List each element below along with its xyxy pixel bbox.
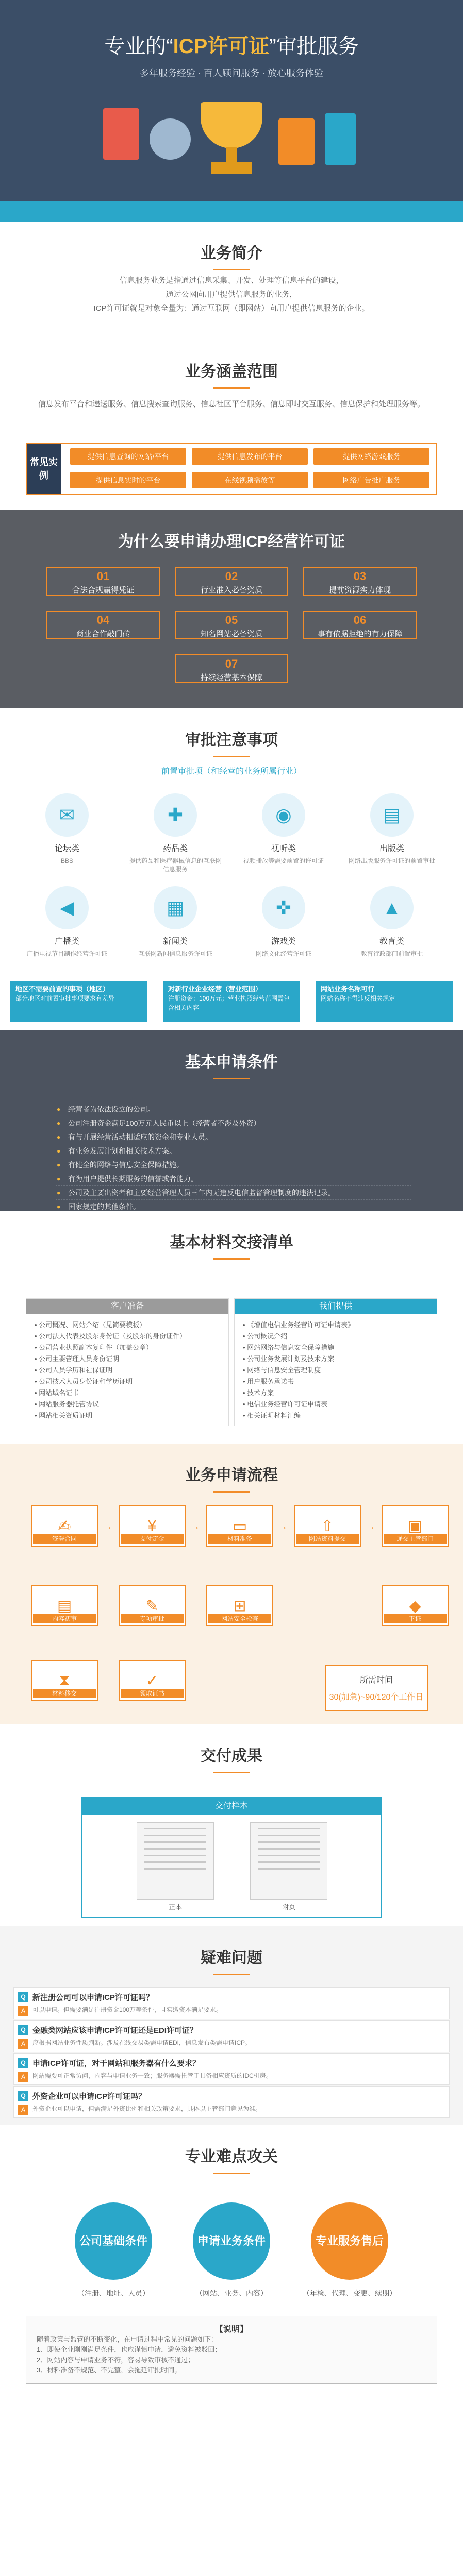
forum-category: ✉ 论坛类 BBS <box>21 793 113 865</box>
divider <box>213 756 250 757</box>
provided-header: 我们提供 <box>235 1299 437 1314</box>
why-item: 01 合法合规赢得凭证 <box>46 567 160 596</box>
client-materials <box>26 1298 229 1426</box>
difficulty-section <box>0 2125 463 2392</box>
report-icon: ✎ <box>119 1585 186 1626</box>
intro-line: 信息服务业务是指通过信息采集、开发、处理等信息平台的建设， <box>119 276 344 285</box>
license-appendix-image: 附页 <box>250 1822 327 1900</box>
flow-step: ¥ 支付定金 <box>119 1505 186 1561</box>
video-category: ◉ 视听类 视频播放等需要前置的许可证 <box>237 793 330 865</box>
flow-step: ◆ 下证 <box>382 1585 449 1641</box>
list-item: ● 公司注册资金满足100万元人民币以上（经营者不涉及外资） <box>56 1116 411 1130</box>
list-item: • 公司业务发展计划及技术方案 <box>243 1355 335 1363</box>
publishing-category: ▤ 出版类 网络出版服务许可证的前置审批 <box>345 793 438 865</box>
monitor-icon: ▣ <box>382 1505 449 1547</box>
payment-icon: ¥ <box>119 1505 186 1547</box>
list-item: ● 经营者为依法设立的公司。 <box>56 1103 411 1116</box>
intro-title: 业务简介 <box>201 245 262 262</box>
faq-section <box>0 1926 463 2125</box>
provided-materials <box>234 1298 437 1426</box>
divider <box>213 1974 250 1975</box>
divider <box>213 1078 250 1079</box>
document-icon <box>325 113 356 165</box>
explanation-line: 3、材料准备不规范、不完整，会拖延审批时间。 <box>37 2366 181 2374</box>
faq-item: Q 金融类网站应该申请ICP许可证还是EDI许可证？ A 应根据网站业务性质判断。涉及在线交易类需申请EDI，信息发布类需申请ICP。 <box>13 2020 450 2052</box>
list-item: • 公司主要管理人员身份证明 <box>35 1355 120 1363</box>
client-header: 客户准备 <box>26 1299 228 1314</box>
list-item: • 用户服务承诺书 <box>243 1378 294 1385</box>
list-item: • 网络与信息安全管理制度 <box>243 1366 321 1374</box>
note-box: 对新行业企业经营（营业范围） 注册资金：100万元；营业执照经营范围需包含相关内容 <box>163 981 300 1022</box>
example-tag: 网络广告推广服务 <box>313 472 429 488</box>
flow-title: 业务申请流程 <box>185 1467 278 1484</box>
list-item: • 公司人员学历和社保证明 <box>35 1366 113 1374</box>
flow-step: ⊞ 网站安全检查 <box>206 1585 273 1641</box>
conditions-title: 基本申请条件 <box>185 1054 278 1071</box>
scope-section <box>0 340 463 510</box>
conditions-list <box>56 1103 411 1211</box>
list-item: • 公司法人代表及股东身份证（及股东的身份证件） <box>35 1332 187 1340</box>
flow-step: ✓ 领取证书 <box>119 1660 186 1716</box>
examples-box <box>26 443 437 495</box>
newspaper-icon: ▦ <box>154 886 197 929</box>
difficulty-item: 申请业务条件 （网站、业务、内容） <box>180 2202 283 2298</box>
folder-icon: ▭ <box>206 1505 273 1547</box>
deliverables-section <box>0 1724 463 1926</box>
why-item: 02 行业准入必备资质 <box>175 567 288 596</box>
list-item: • 公司技术人员身份证和学历证明 <box>35 1378 133 1385</box>
faq-title: 疑难问题 <box>201 1950 262 1967</box>
why-item: 07 持续经营基本保障 <box>175 654 288 683</box>
intro-section <box>0 222 463 340</box>
intro-line: 通过公网向用户提供信息服务的业务， <box>166 290 297 299</box>
materials-section <box>0 1211 463 1444</box>
explanation-title: 【说明】 <box>214 2325 248 2334</box>
list-item: • 技术方案 <box>243 1389 274 1397</box>
broadcast-category: ◀ 广播类 广播电视节目制作经营许可证 <box>21 886 113 958</box>
why-item: 06 事有依据拒绝的有力保障 <box>303 611 417 639</box>
example-tag: 在线视频播放等 <box>192 472 308 488</box>
list-item: • 公司概况、网站介绍（见简要模板） <box>35 1321 146 1329</box>
divider <box>213 387 250 389</box>
clock-icon <box>150 118 191 160</box>
list-item: ● 有与开展经营活动相适应的资金和专业人员。 <box>56 1130 411 1144</box>
gamepad-icon: ✜ <box>262 886 305 929</box>
why-item: 04 商业合作敲门砖 <box>46 611 160 639</box>
list-item: • 公司概况介绍 <box>243 1332 288 1340</box>
sitemap-icon: ⊞ <box>206 1585 273 1626</box>
list-item: • 网站域名证书 <box>35 1389 79 1397</box>
list-item: • 网站相关资质证明 <box>35 1412 93 1419</box>
sample-header: 交付样本 <box>82 1798 381 1815</box>
divider <box>213 269 250 270</box>
medicine-category: ✚ 药品类 提供药品和医疗器械信息的互联网信息服务 <box>129 793 222 873</box>
notes-subtitle: 前置审批项（和经营的业务所属行业） <box>161 767 302 776</box>
intro-line: ICP许可证就是对象全量为：通过互联网（即网站）向用户提供信息服务的企业。 <box>93 304 370 313</box>
list-item: ● 有为用户提供长期服务的信誉或者能力。 <box>56 1172 411 1186</box>
chat-icon: ✉ <box>45 793 89 837</box>
difficulty-item: 公司基础条件 （注册、地址、人员） <box>62 2202 165 2298</box>
hero-subtitle: 多年服务经验 · 百人顾问服务 · 放心服务体验 <box>140 68 323 78</box>
handshake-icon: ✍ <box>31 1505 98 1547</box>
explanation-line: 1、即使企业刚刚满足条件，也应谨慎申请，避免资料被驳回； <box>37 2346 222 2353</box>
difficulty-item: 专业服务售后 （年检、代理、变更、续期） <box>298 2202 401 2298</box>
deliverables-title: 交付成果 <box>201 1748 262 1765</box>
flow-step: ✍ 签署合同 <box>31 1505 98 1561</box>
difficulty-title: 专业难点攻关 <box>185 2148 278 2165</box>
divider <box>213 1258 250 1260</box>
time-box: 所需时间 30(加急)~90/120个工作日 <box>325 1665 428 1711</box>
notes-section <box>0 708 463 1030</box>
why-title: 为什么要申请办理ICP经营许可证 <box>118 533 345 550</box>
example-tag: 提供网络游戏服务 <box>313 448 429 465</box>
hero-banner <box>0 0 463 222</box>
list-item: ● 公司及主要出资者和主要经营管理人员三年内无违反电信监督管理制度的违法记录。 <box>56 1186 411 1200</box>
list-item: ● 国家规定的其他条件。 <box>56 1200 411 1211</box>
hero-strip <box>0 201 463 222</box>
explanation-box <box>26 2316 437 2384</box>
hourglass-icon: ⧗ <box>31 1660 98 1701</box>
book-icon: ▤ <box>370 793 414 837</box>
why-item: 05 知名网站必备资质 <box>175 611 288 639</box>
scope-lead: 信息发布平台和递送服务、信息搜索查询服务、信息社区平台服务、信息即时交互服务、信息保护和处理服务等。 <box>38 400 425 409</box>
hero-title: 专业的“ICP许可证”审批服务 <box>104 35 359 58</box>
badge-icon: ◆ <box>382 1585 449 1626</box>
film-icon: ◉ <box>262 793 305 837</box>
upload-icon: ⇧ <box>294 1505 361 1547</box>
flow-step: ▭ 材料准备 <box>206 1505 273 1561</box>
document-icon: ▤ <box>31 1585 98 1626</box>
list-item: • 《增值电信业务经营许可证申请表》 <box>243 1321 355 1329</box>
list-item: • 网站服务器托管协议 <box>35 1400 100 1408</box>
scope-title: 业务涵盖范围 <box>185 363 278 380</box>
example-tag: 提供信息实时的平台 <box>70 472 186 488</box>
why-section <box>0 510 463 708</box>
certificate-icon: ✓ <box>119 1660 186 1701</box>
explanation-line: 2、网站内容与申请业务不符，容易导致审核不通过； <box>37 2356 195 2364</box>
news-category: ▦ 新闻类 互联网新闻信息服务许可证 <box>129 886 222 958</box>
explanation-line: 随着政策与监管的不断变化，在申请过程中常见的问题如下： <box>37 2335 218 2343</box>
divider <box>213 2173 250 2174</box>
sample-frame <box>81 1797 382 1918</box>
education-category: ▲ 教育类 教育行政部门前置审批 <box>345 886 438 958</box>
flow-section: 业务申请流程 ✍ 签署合同 → ¥ 支付定金 → ▭ 材料准备 → ⇧ 网站资料提交 → ▣ 递交主管部门 ▤ 内容初审 ✎ 专项审批 ⊞ 网站安全检查 ◆ 下证 ⧗ 材料移交 ✓ 领取证书 所需时间 30(加急)~90/120个工作日 <box>0 1444 463 1724</box>
notes-title: 审批注意事项 <box>185 732 278 749</box>
notepad-icon <box>278 118 315 165</box>
flow-step: ⇧ 网站资料提交 <box>294 1505 361 1561</box>
example-tag: 提供信息发布的平台 <box>192 448 308 465</box>
materials-title: 基本材料交接清单 <box>170 1234 293 1251</box>
example-tag: 提供信息查询的网站/平台 <box>70 448 186 465</box>
divider <box>213 1491 250 1493</box>
divider <box>213 1772 250 1773</box>
list-item: ● 有业务发展计划和相关技术方案。 <box>56 1144 411 1158</box>
flow-step: ▣ 递交主管部门 <box>382 1505 449 1561</box>
flow-step: ▤ 内容初审 <box>31 1585 98 1641</box>
conditions-section <box>0 1030 463 1211</box>
faq-item: Q 新注册公司可以申请ICP许可证吗？ A 可以申请。但需要满足注册资金100万等条件，且实缴资本满足要求。 <box>13 1987 450 2019</box>
graduation-cap-icon: ▲ <box>370 886 414 929</box>
examples-label: 常见实例 <box>27 444 61 494</box>
faq-item: Q 外资企业可以申请ICP许可证吗？ A 外资企业可以申请，但需满足外资比例和相关政策要求，具体以主管部门意见为准。 <box>13 2086 450 2118</box>
flow-step: ⧗ 材料移交 <box>31 1660 98 1716</box>
faq-item: Q 申请ICP许可证，对于网站和服务器有什么要求？ A 网站需要可正常访问，内容与申请业务一致；服务器需托管于具备相应资质的IDC机房。 <box>13 2053 450 2085</box>
trophy-icon <box>201 102 262 179</box>
list-item: • 公司营业执照副本复印件（加盖公章） <box>35 1344 153 1351</box>
why-item: 03 提前资源实力体现 <box>303 567 417 596</box>
medicine-icon: ✚ <box>154 793 197 837</box>
flow-step: ✎ 专项审批 <box>119 1585 186 1641</box>
list-item: ● 有健全的网络与信息安全保障措施。 <box>56 1158 411 1172</box>
list-item: • 网站网络与信息安全保障措施 <box>243 1344 335 1351</box>
list-item: • 电信业务经营许可证申请表 <box>243 1400 328 1408</box>
note-box: 网站业务名称可行 网站名称不得违反相关规定 <box>316 981 453 1022</box>
note-box: 地区不需要前置的事项（地区） 部分地区对前置审批事项要求有差异 <box>10 981 147 1022</box>
list-item: • 相关证明材料汇编 <box>243 1412 301 1419</box>
license-original-image: 正本 <box>137 1822 214 1900</box>
book-icon <box>103 108 139 160</box>
megaphone-icon: ◀ <box>45 886 89 929</box>
game-category: ✜ 游戏类 网络文化经营许可证 <box>237 886 330 958</box>
